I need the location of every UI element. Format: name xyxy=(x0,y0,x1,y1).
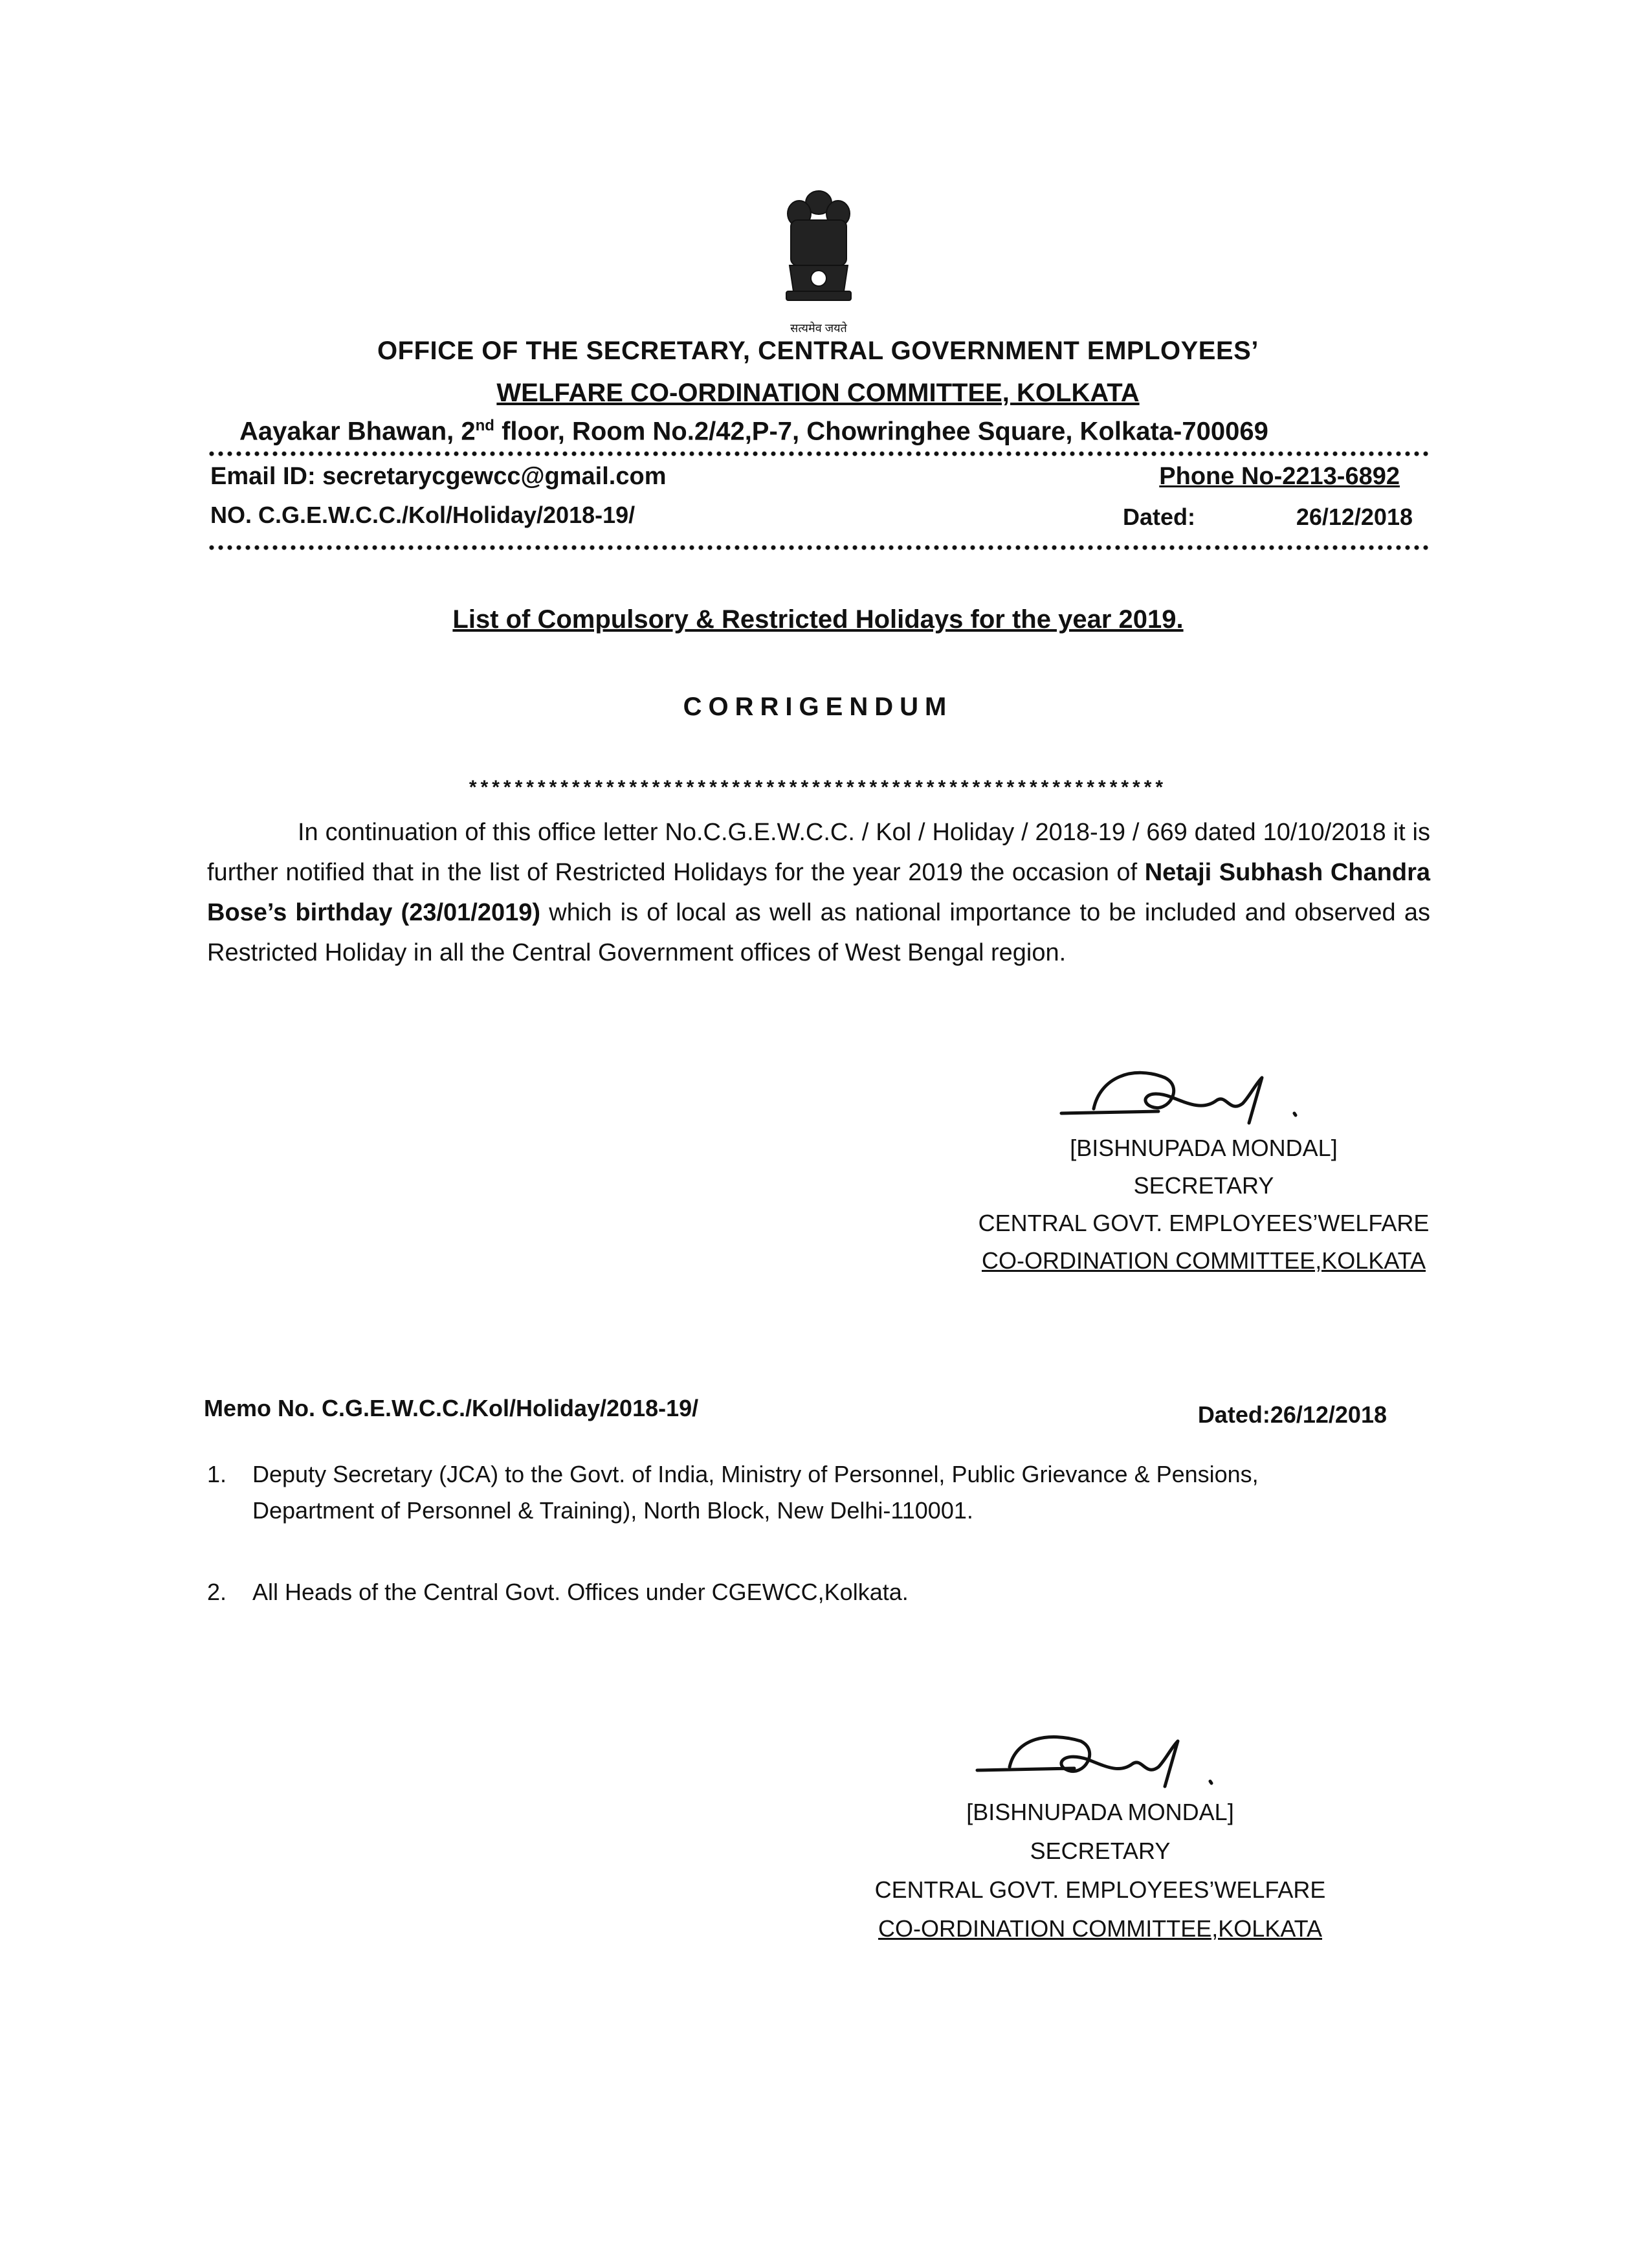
corrigendum-heading: CORRIGENDUM xyxy=(683,693,953,721)
address-pre: Aayakar Bhawan, 2 xyxy=(239,417,476,446)
office-title: OFFICE OF THE SECRETARY, CENTRAL GOVERNMENT EMPLOYEES’ xyxy=(377,337,1259,365)
address-sup: nd xyxy=(475,417,494,434)
list-item-text-continued: Department of Personnel & Training), North Block, New Delhi-110001. xyxy=(252,1497,973,1524)
body-highlight: Netaji Subhash Chandra Bose’s birthday (23/01/2019) xyxy=(207,859,1430,926)
signature-block-1 xyxy=(977,1129,1430,1280)
list-item xyxy=(207,1456,1437,1534)
list-item-text: Deputy Secretary (JCA) to the Govt. of India, Ministry of Personnel, Public Grievance & Pensions, xyxy=(252,1461,1259,1487)
signatory-org-line2: CO-ORDINATION COMMITTEE,KOLKATA xyxy=(878,1915,1323,1942)
email-line: Email ID: secretarycgewcc@gmail.com xyxy=(210,463,667,490)
signatory-name: [BISHNUPADA MONDAL] xyxy=(1070,1135,1338,1161)
list-item-text: All Heads of the Central Govt. Offices under CGEWCC,Kolkata. xyxy=(252,1579,909,1605)
emblem-motto: सत्यमेव जयते xyxy=(790,322,847,335)
signatory-org-line1: CENTRAL GOVT. EMPLOYEES’WELFARE xyxy=(978,1210,1430,1236)
reference-number: NO. C.G.E.W.C.C./Kol/Holiday/2018-19/ xyxy=(210,502,636,528)
body-text-2: which is of local as well as national importance to be included and observed as Restricted Holiday in all the Central Government offices of West Bengal region. xyxy=(207,899,1430,966)
subject-line: List of Compulsory & Restricted Holidays for the year 2019. xyxy=(452,605,1184,634)
list-item-number: 1. xyxy=(207,1461,227,1487)
dotted-divider-bottom xyxy=(207,544,1430,551)
dated-value: 26/12/2018 xyxy=(1296,504,1413,530)
address-post: floor, Room No.2/42,P-7, Chowringhee Square, Kolkata-700069 xyxy=(494,417,1268,446)
body-paragraph xyxy=(207,812,1430,973)
phone-line: Phone No-2213-6892 xyxy=(1159,463,1400,490)
star-separator: ************************************************************* xyxy=(469,777,1167,798)
list-item xyxy=(207,1574,1437,1613)
memo-dated: Dated:26/12/2018 xyxy=(1197,1401,1387,1428)
signatory-name: [BISHNUPADA MONDAL] xyxy=(966,1799,1234,1825)
dotted-divider-top xyxy=(207,450,1430,458)
ashoka-emblem-icon xyxy=(777,184,861,333)
committee-title: WELFARE CO-ORDINATION COMMITTEE, KOLKATA xyxy=(496,379,1140,407)
signature-image xyxy=(1055,1052,1365,1136)
signatory-title: SECRETARY xyxy=(1030,1838,1171,1864)
list-item-number: 2. xyxy=(207,1579,227,1605)
signatory-org-line2: CO-ORDINATION COMMITTEE,KOLKATA xyxy=(981,1247,1426,1274)
signature-block-2 xyxy=(841,1793,1359,1948)
memo-number: Memo No. C.G.E.W.C.C./Kol/Holiday/2018-19/ xyxy=(204,1395,699,1421)
body-text-1: In continuation of this office letter No.C.G.E.W.C.C. / Kol / Holiday / 2018-19 / 669 dated 10/10/2018 it is further notified that in the list of Restricted Holidays for the year 2019 the occasion of xyxy=(207,819,1430,886)
dated-label: Dated: xyxy=(1123,504,1196,530)
signatory-org-line1: CENTRAL GOVT. EMPLOYEES’WELFARE xyxy=(874,1876,1326,1903)
signatory-title: SECRETARY xyxy=(1133,1172,1274,1199)
office-address xyxy=(239,417,1268,446)
